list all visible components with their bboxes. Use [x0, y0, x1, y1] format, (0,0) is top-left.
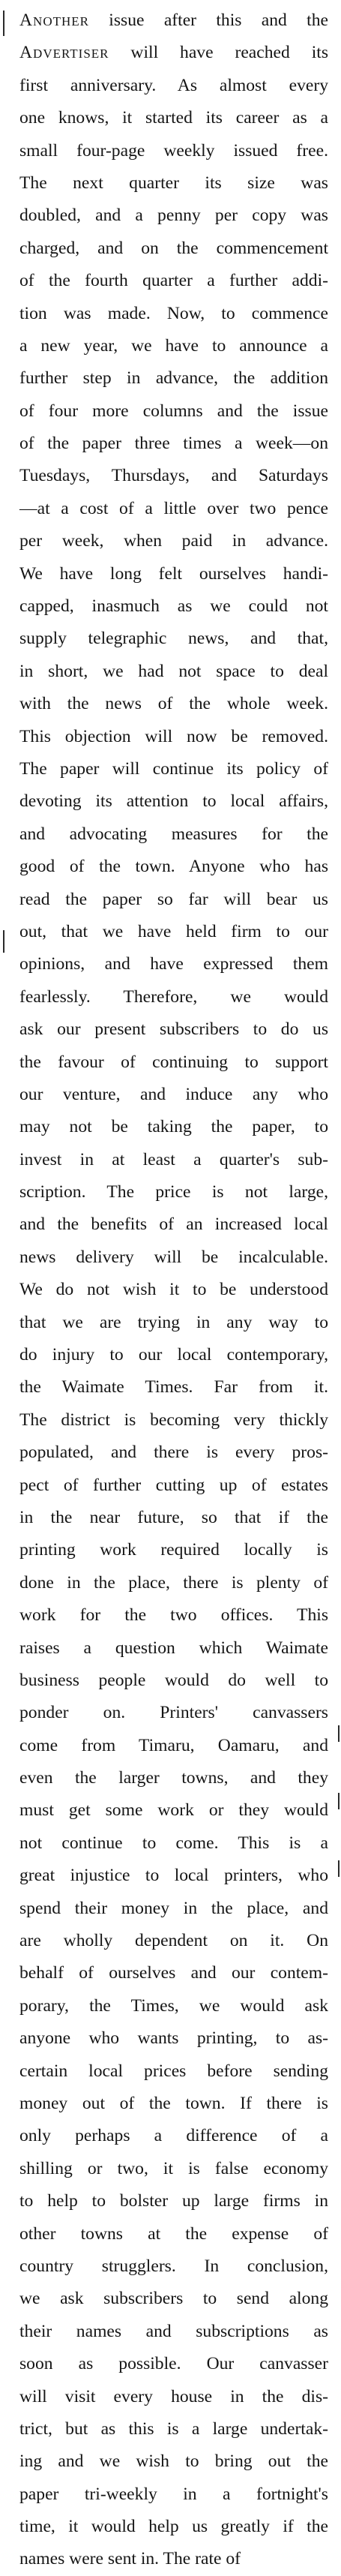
article-line: a new year, we have to announce a	[19, 335, 328, 356]
article-line: anyone who wants printing, to as-	[19, 2028, 328, 2049]
article-line: certain local prices before sending	[19, 2061, 328, 2081]
article-line: further step in advance, the addition	[19, 368, 328, 389]
article-line: porary, the Times, we would ask	[19, 1995, 328, 2016]
article-line: time, it would help us greatly if the	[19, 2517, 328, 2537]
article-line: trict, but as this is a large undertak-	[19, 2418, 328, 2439]
article-line: This objection will now be removed.	[19, 726, 328, 746]
column-rule-right-3	[338, 1860, 340, 1877]
article-column	[19, 5, 328, 2576]
article-line: —at a cost of a little over two pence	[19, 498, 328, 518]
article-line: great injustice to local printers, who	[19, 1866, 328, 1886]
article-line: come from Timaru, Oamaru, and	[19, 1735, 328, 1755]
article-line: devoting its attention to local affairs,	[19, 791, 328, 812]
column-rule-right-1	[338, 1725, 340, 1742]
article-line: only perhaps a difference of a	[19, 2126, 328, 2146]
article-line: news delivery will be incalculable.	[19, 1247, 328, 1267]
article-line: ponder on. Printers' canvassers	[19, 1703, 328, 1723]
article-line: their names and subscriptions as	[19, 2321, 328, 2341]
article-line: country strugglers. In conclusion,	[19, 2256, 328, 2276]
article-line: ing and we wish to bring out the	[19, 2451, 328, 2472]
article-line: not continue to come. This is a	[19, 1833, 328, 1853]
article-line: of the fourth quarter a further addi-	[19, 271, 328, 291]
article-line: ask our present subscribers to do us	[19, 1019, 328, 1040]
article-line: are wholly dependent on it. On	[19, 1931, 328, 1951]
column-rule-right-2	[338, 1793, 340, 1809]
article-line: small four-page weekly issued free.	[19, 140, 328, 161]
lead-word-advertiser: Advertiser	[19, 43, 109, 63]
article-line: we ask subscribers to send along	[19, 2289, 328, 2309]
article-line: even the larger towns, and they	[19, 1768, 328, 1788]
article-line: scription. The price is not large,	[19, 1182, 328, 1202]
article-line: spend their money in the place, and	[19, 1898, 328, 1918]
article-line: will visit every house in the dis-	[19, 2386, 328, 2406]
article-line: done in the place, there is plenty of	[19, 1572, 328, 1593]
article-line: do injury to our local contemporary,	[19, 1345, 328, 1365]
article-line: The paper will continue its policy of	[19, 758, 328, 779]
article-line: out, that we have held firm to our	[19, 921, 328, 941]
article-line: charged, and on the commencement	[19, 238, 328, 258]
article-line: Tuesdays, Thursdays, and Saturdays	[19, 466, 328, 486]
article-line: shilling or two, it is false economy	[19, 2158, 328, 2178]
article-line: money out of the town. If there is	[19, 2094, 328, 2113]
article-line: tion was made. Now, to commence	[19, 303, 328, 323]
article-line: our venture, and induce any who	[19, 1084, 328, 1104]
article-line: We do not wish it to be understood	[19, 1280, 328, 1300]
article-line: paper tri-weekly in a fortnight's	[19, 2484, 328, 2504]
article-line: populated, and there is every pros-	[19, 1443, 328, 1463]
article-line: We have long felt ourselves handi-	[19, 563, 328, 584]
article-line: and the benefits of an increased local	[19, 1214, 328, 1235]
article-line: that we are trying in any way to	[19, 1312, 328, 1332]
article-line: may not be taking the paper, to	[19, 1117, 328, 1137]
article-line: good of the town. Anyone who has	[19, 857, 328, 877]
article-line: read the paper so far will bear us	[19, 889, 328, 909]
article-line: in short, we had not space to deal	[19, 661, 328, 681]
lead-text: will have reached its	[109, 43, 328, 63]
article-line: to help to bolster up large firms in	[19, 2191, 328, 2211]
lead-word-another: Another	[19, 11, 89, 30]
article-line: of the paper three times a week—on	[19, 434, 328, 454]
article-line: names were sent in. The rate of	[19, 2549, 241, 2569]
article-line: of four more columns and the issue	[19, 401, 328, 421]
article-line: raises a question which Waimate	[19, 1638, 328, 1658]
article-line: per week, when paid in advance.	[19, 531, 328, 551]
article-body	[19, 70, 328, 2576]
article-line	[19, 5, 328, 37]
article-line: the favour of continuing to support	[19, 1052, 328, 1072]
article-line: The district is becoming very thickly	[19, 1410, 328, 1430]
article-line: pect of further cutting up of estates	[19, 1475, 328, 1495]
article-line: printing work required locally is	[19, 1540, 328, 1560]
article-line: and advocating measures for the	[19, 824, 328, 844]
article-line: supply telegraphic news, and that,	[19, 629, 328, 649]
article-line: The next quarter its size was	[19, 173, 328, 193]
article-line: work for the two offices. This	[19, 1605, 328, 1626]
lead-text: issue after this and the	[88, 11, 328, 30]
article-line: the Waimate Times. Far from it.	[19, 1377, 328, 1398]
article-line: with the news of the whole week.	[19, 694, 328, 714]
article-line: fearlessly. Therefore, we would	[19, 986, 328, 1007]
article-line: must get some work or they would	[19, 1800, 328, 1821]
article-line: in the near future, so that if the	[19, 1507, 328, 1527]
article-line: behalf of ourselves and our contem-	[19, 1963, 328, 1983]
column-rule-left-top	[3, 11, 4, 36]
article-line: opinions, and have expressed them	[19, 954, 328, 974]
article-line: doubled, and a penny per copy was	[19, 206, 328, 226]
article-line: first anniversary. As almost every	[19, 75, 328, 95]
article-line: business people would do well to	[19, 1670, 328, 1690]
article-line: one knows, it started its career as a	[19, 108, 328, 128]
article-line	[19, 37, 328, 69]
column-rule-left-mid	[3, 930, 4, 953]
article-line: other towns at the expense of	[19, 2223, 328, 2244]
article-line: capped, inasmuch as we could not	[19, 596, 328, 617]
article-line: soon as possible. Our canvasser	[19, 2354, 328, 2374]
article-line: invest in at least a quarter's sub-	[19, 1149, 328, 1169]
